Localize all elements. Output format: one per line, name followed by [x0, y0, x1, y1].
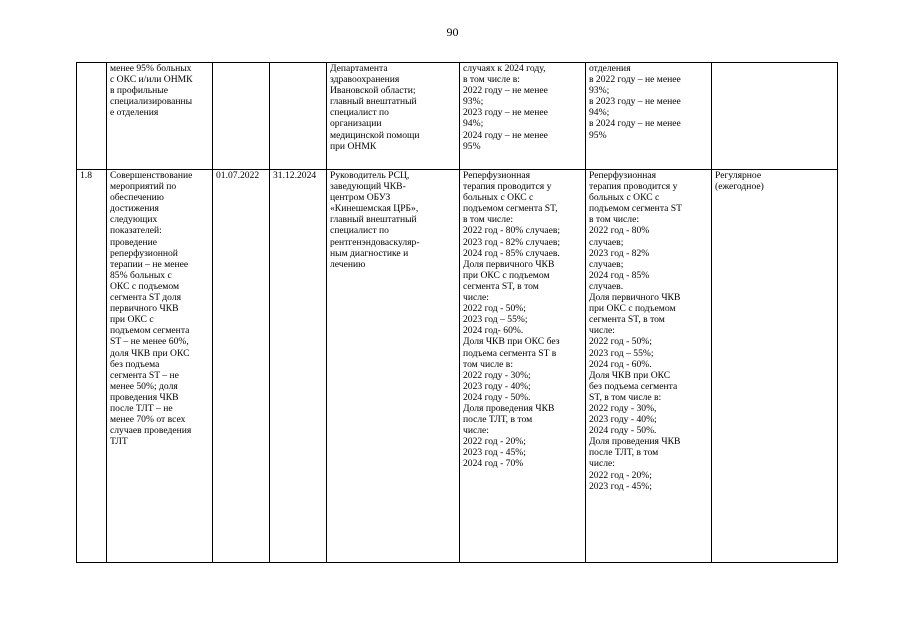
cell-number: 1.8 — [77, 170, 107, 563]
cell-end-date — [270, 63, 327, 170]
cell-start-date: 01.07.2022 — [213, 170, 270, 563]
cell-activity: менее 95% больных с ОКС и/или ОНМК в профильные специализированны е отделения — [107, 63, 213, 170]
cell-frequency — [712, 63, 838, 170]
cell-responsible: Руководитель РСЦ, заведующий ЧКВ- центром ОБУЗ «Кинешемская ЦРБ», главный внештатный специалист по рентгенэндоваскуляр- ным диагностике и лечению — [327, 170, 460, 563]
cell-end-date: 31.12.2024 — [270, 170, 327, 563]
cell-frequency: Регулярное (ежегодное) — [712, 170, 838, 563]
cell-activity: Совершенствование мероприятий по обеспечению достижения следующих показателей: проведение реперфузионной терапии – не менее 85% больных с ОКС с подъемом сегмента ST доля первичного ЧКВ при ОКС с подъемом сегмента ST – не менее 60%, доля ЧКВ при ОКС без подъема сегмента ST – не менее 50%; доля проведения ЧКВ после ТЛТ – не менее 70% от всех случаев проведения ТЛТ — [107, 170, 213, 563]
cell-number — [77, 63, 107, 170]
cell-responsible: Департамента здравоохранения Ивановской области; главный внештатный специалист по организации медицинской помощи при ОНМК — [327, 63, 460, 170]
cell-result: отделения в 2022 году – не менее 93%; в 2023 году – не менее 94%; в 2024 году – не менее 95% — [586, 63, 712, 170]
table-row — [77, 170, 838, 563]
cell-result: Реперфузионная терапия проводится у больных с ОКС с подъемом сегмента ST в том числе: 2022 год - 80% случаев; 2023 год - 82% случаев; 2024 год - 85% случаев. Доля первичного ЧКВ при ОКС с подъемом сегмента ST, в том числе: 2022 год - 50%; 2023 год – 55%; 2024 год - 60%. Доля ЧКВ при ОКС без подъема сегмента ST, в том числе в: 2022 году - 30%, 2023 году - 40%; 2024 году - 50%. Доля проведения ЧКВ после ТЛТ, в том числе: 2022 год - 20%; 2023 год - 45%; — [586, 170, 712, 563]
cell-start-date — [213, 63, 270, 170]
cell-indicators: Реперфузионная терапия проводится у больных с ОКС с подъемом сегмента ST, в том числе: 2022 год - 80% случаев; 2023 год - 82% случаев; 2024 год - 85% случаев. Доля первичного ЧКВ при ОКС с подъемом сегмента ST, в том числе: 2022 год - 50%; 2023 год – 55%; 2024 год- 60%. Доля ЧКВ при ОКС без подъема сегмента ST в том числе в: 2022 году - 30%; 2023 году - 40%; 2024 году - 50%. Доля проведения ЧКВ после ТЛТ, в том числе: 2022 год - 20%; 2023 год - 45%; 2024 год - 70% — [460, 170, 586, 563]
table-row — [77, 63, 838, 170]
cell-indicators: случаях к 2024 году, в том числе в: 2022 году – не менее 93%; 2023 году – не менее 94%; 2024 году – не менее 95% — [460, 63, 586, 170]
plan-table — [76, 62, 838, 563]
page-number: 90 — [446, 25, 459, 39]
